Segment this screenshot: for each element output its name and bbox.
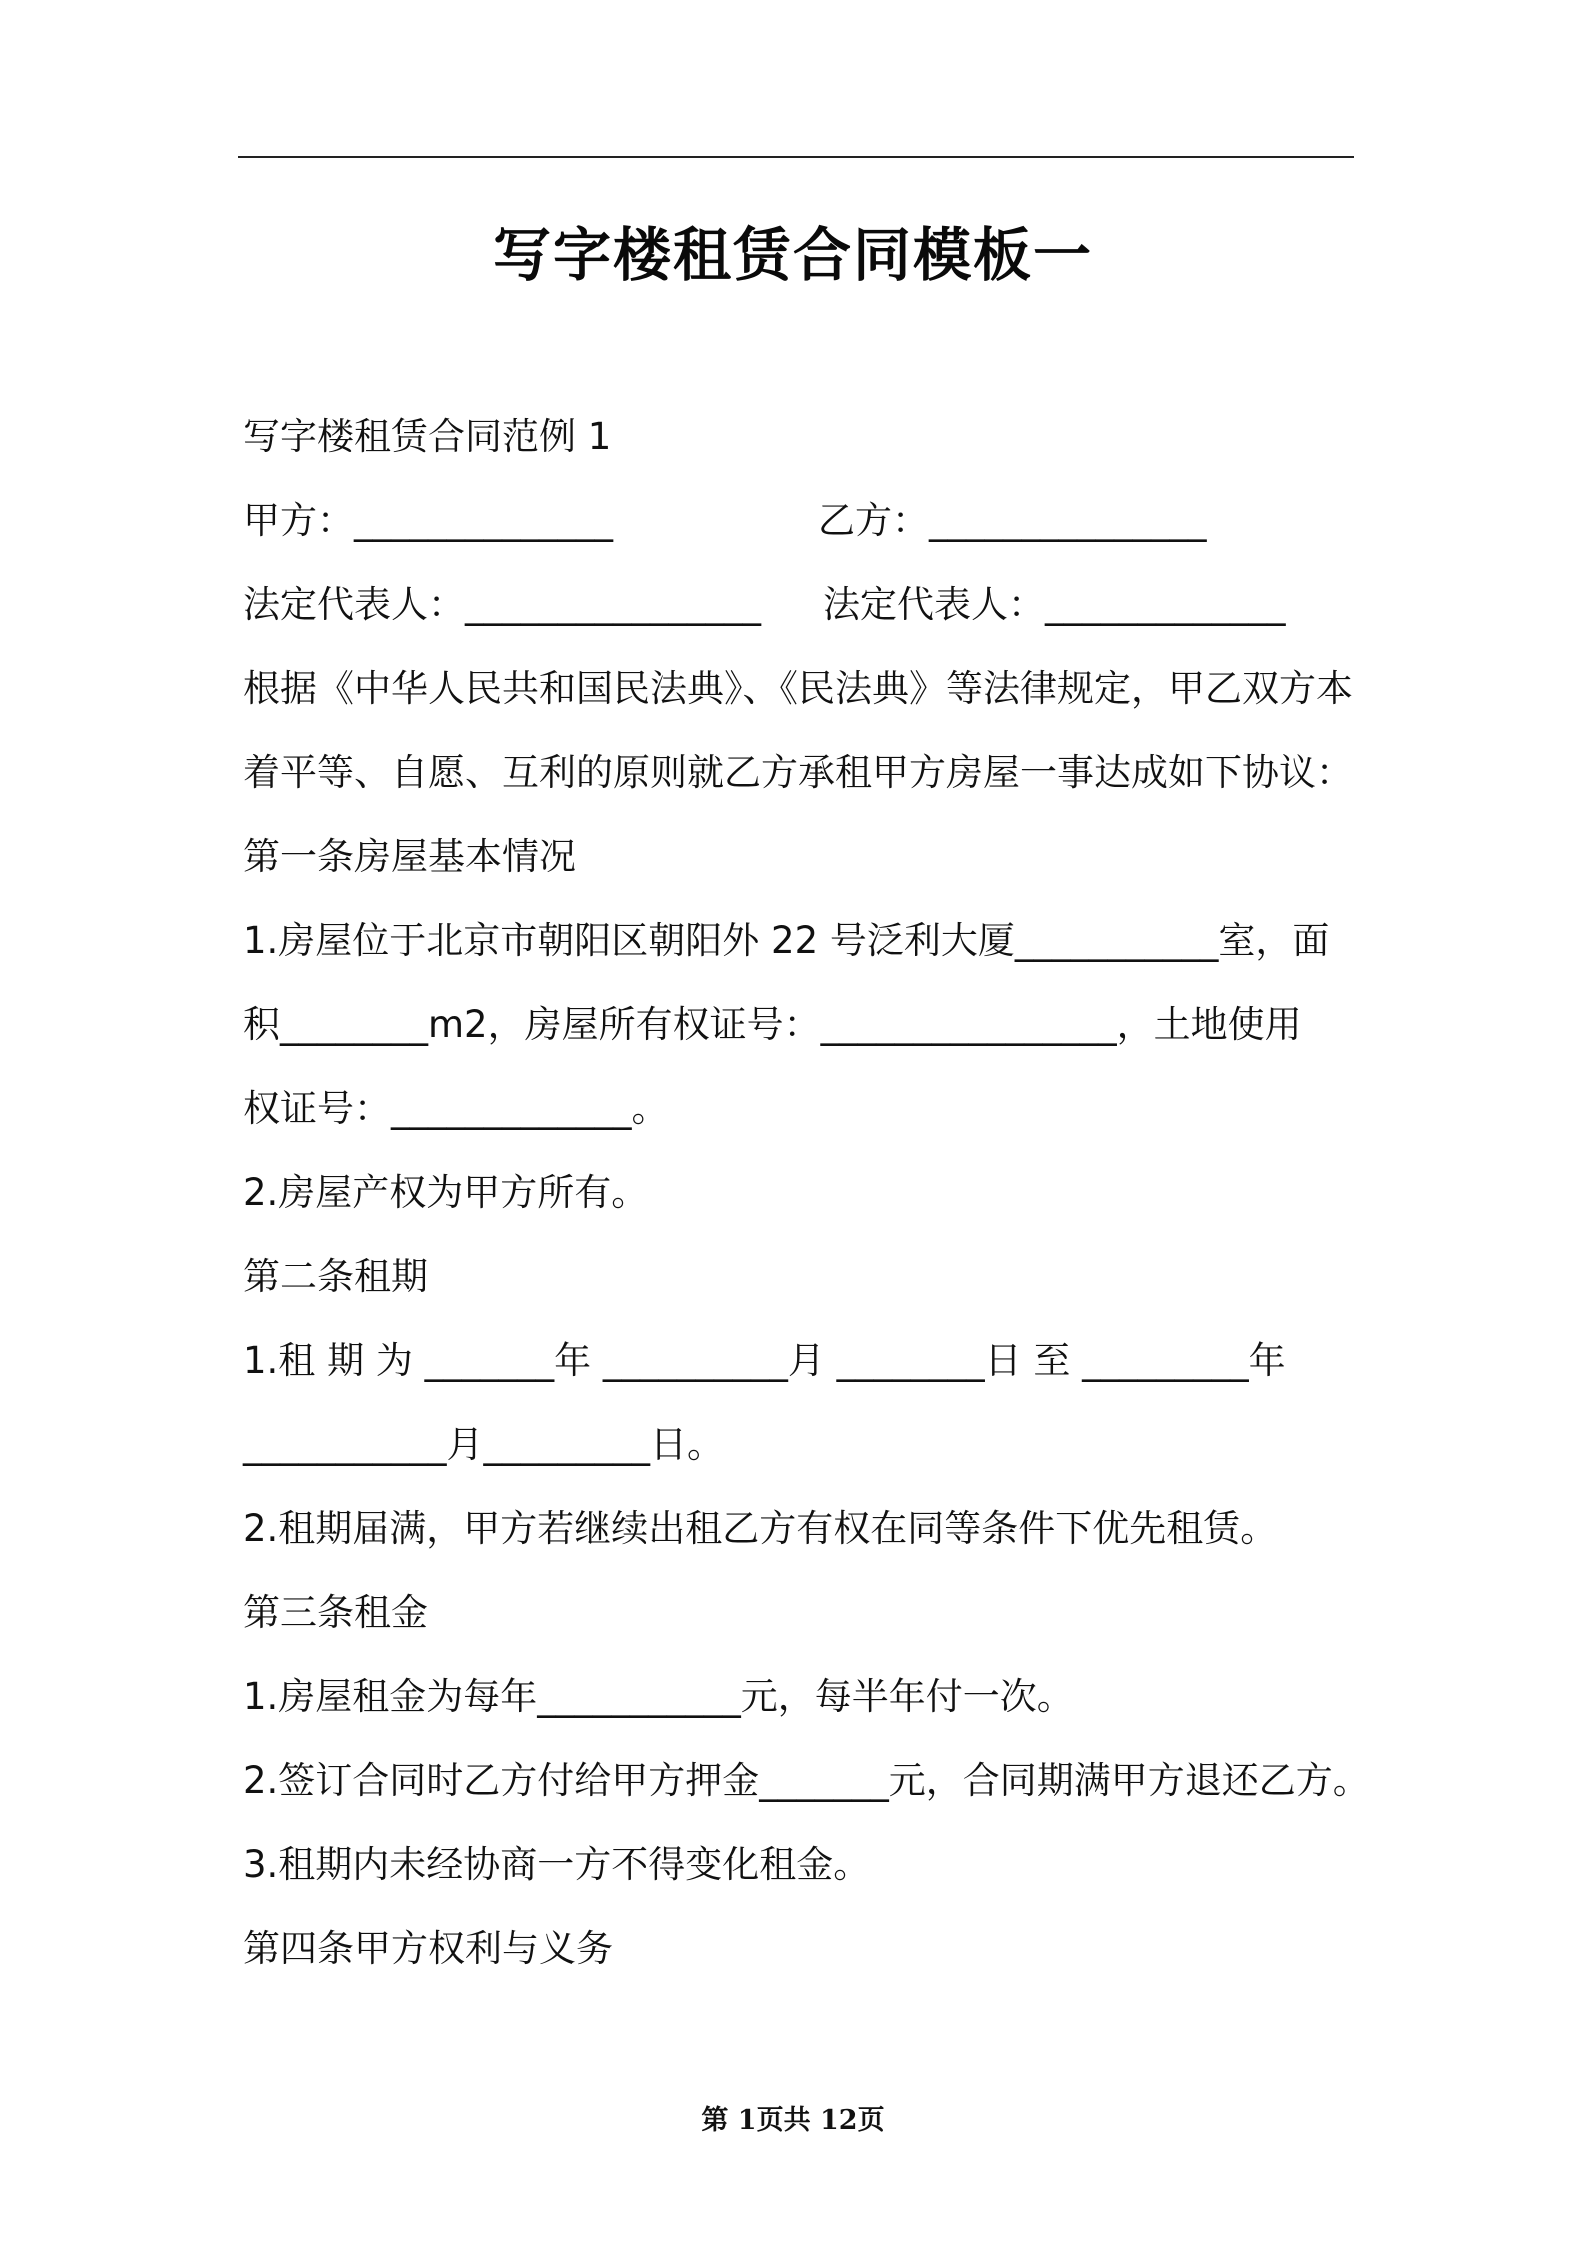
article-1-item-2: 2.房屋产权为甲方所有。 [243,1171,649,1214]
article-3-item-2: 2.签订合同时乙方付给甲方押金_______元，合同期满甲方退还乙方。 [243,1759,1370,1802]
intro-paragraph-line-2: 着平等、自愿、互利的原则就乙方承租甲方房屋一事达成如下协议： [243,751,1353,794]
article-1-item-1-line-3: 权证号：_____________。 [243,1087,669,1130]
article-3-item-1: 1.房屋租金为每年___________元，每半年付一次。 [243,1675,1074,1718]
article-2-item-2: 2.租期届满，甲方若继续出租乙方有权在同等条件下优先租赁。 [243,1507,1278,1550]
article-3-title: 第三条租金 [243,1591,428,1634]
party-b-field: 乙方：_______________ [818,499,1207,542]
representative-a-field: 法定代表人：________________ [243,583,761,626]
party-a-field: 甲方：______________ [243,499,613,542]
article-4-title: 第四条甲方权利与义务 [243,1927,613,1970]
header-rule [238,156,1354,158]
article-2-title: 第二条租期 [243,1255,428,1298]
article-3-item-3: 3.租期内未经协商一方不得变化租金。 [243,1843,871,1886]
representative-b-field: 法定代表人：_____________ [823,583,1286,626]
document-title: 写字楼租赁合同模板一 [492,221,1093,289]
article-1-title: 第一条房屋基本情况 [243,835,576,878]
page-indicator: 第 1页共 12页 [701,2105,885,2136]
article-2-item-1-line-2: ___________月_________日。 [243,1423,724,1466]
article-1-item-1-line-2: 积________m2，房屋所有权证号：________________，土地使用 [243,1003,1302,1046]
contract-heading: 写字楼租赁合同范例 1 [243,415,612,458]
intro-paragraph-line-1: 根据《中华人民共和国民法典》、《民法典》等法律规定，甲乙双方本 [243,667,1353,710]
article-2-item-1-line-1: 1.租 期 为 _______年 __________月 ________日 至 _________年 [243,1339,1286,1382]
article-1-item-1-line-1: 1.房屋位于北京市朝阳区朝阳外 22 号泛利大厦___________室，面 [243,919,1330,962]
